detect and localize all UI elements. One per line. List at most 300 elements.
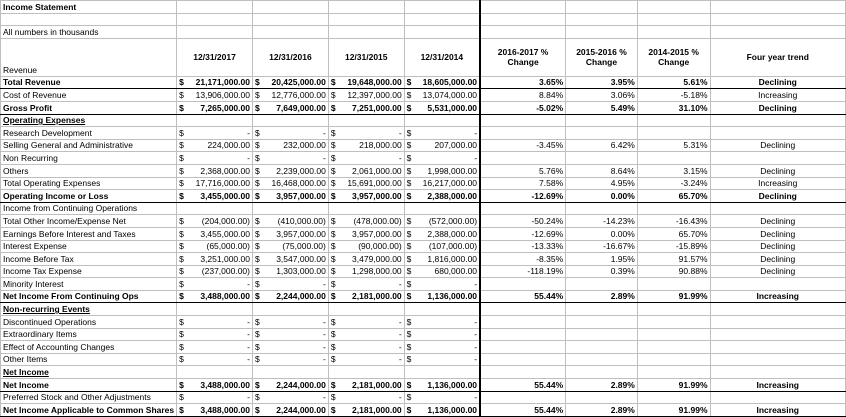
percent-change-cell[interactable] [566,366,638,379]
amount-cell[interactable] [328,190,404,203]
amount-cell[interactable] [328,139,404,152]
row-label[interactable]: Non Recurring [1,152,177,165]
percent-change-cell[interactable] [480,328,566,341]
percent-change-cell[interactable]: 91.57% [637,253,710,266]
amount-cell[interactable] [177,240,253,253]
amount-cell[interactable] [404,303,480,316]
percent-change-cell[interactable]: 8.84% [480,89,566,102]
trend-cell[interactable] [710,127,845,140]
amount-cell[interactable] [252,265,328,278]
amount-cell[interactable] [404,379,480,392]
amount-cell[interactable] [404,366,480,379]
amount-cell[interactable] [328,253,404,266]
amount-cell[interactable] [328,265,404,278]
currency-symbol: $ [330,215,336,226]
amount-cell[interactable] [404,139,480,152]
amount-cell[interactable] [404,404,480,417]
amount-cell[interactable] [252,391,328,404]
trend-cell[interactable]: Increasing [710,177,845,190]
amount-cell[interactable] [177,353,253,366]
trend-cell[interactable] [710,114,845,127]
percent-change-cell[interactable] [480,152,566,165]
trend-cell[interactable] [710,202,845,215]
trend-cell[interactable]: Increasing [710,290,845,303]
row-label[interactable]: Cost of Revenue [1,89,177,102]
percent-change-cell[interactable] [637,366,710,379]
amount-cell[interactable] [252,127,328,140]
amount-cell[interactable] [328,366,404,379]
row-label[interactable]: Net Income From Continuing Ops [1,290,177,303]
amount-cell[interactable] [177,114,253,127]
percent-change-cell[interactable]: -5.18% [637,89,710,102]
trend-cell[interactable] [710,303,845,316]
row-label[interactable]: Non-recurring Events [1,303,177,316]
table-row [1,190,846,203]
percent-change-cell[interactable] [637,316,710,329]
row-label[interactable]: Income Before Tax [1,253,177,266]
amount-cell[interactable] [252,379,328,392]
amount-cell[interactable] [328,391,404,404]
table-row [1,240,846,253]
percent-change-cell[interactable]: 3.15% [637,164,710,177]
amount-cell[interactable] [328,353,404,366]
amount-cell[interactable] [328,240,404,253]
percent-change-cell[interactable]: 3.06% [566,89,638,102]
amount-cell[interactable] [328,290,404,303]
row-label[interactable]: Interest Expense [1,240,177,253]
percent-change-cell[interactable]: -8.35% [480,253,566,266]
amount-cell[interactable] [252,316,328,329]
col-header-change-2014-2015[interactable]: 2014-2015 % Change [637,38,710,76]
percent-change-cell[interactable] [566,152,638,165]
amount-cell[interactable] [404,391,480,404]
percent-change-cell[interactable] [637,127,710,140]
percent-change-cell[interactable]: 90.88% [637,265,710,278]
amount-value: 232,000.00 [283,140,326,151]
percent-change-cell[interactable] [637,303,710,316]
table-row [1,89,846,102]
currency-symbol: $ [254,140,260,151]
currency-symbol: $ [330,379,336,390]
currency-symbol: $ [330,329,336,340]
amount-cell[interactable] [252,164,328,177]
row-label[interactable]: Income Tax Expense [1,265,177,278]
percent-change-cell[interactable]: 55.44% [480,404,566,417]
row-label[interactable]: Preferred Stock and Other Adjustments [1,391,177,404]
percent-change-cell[interactable] [566,114,638,127]
percent-change-cell[interactable]: -13.33% [480,240,566,253]
percent-change-cell[interactable]: -15.89% [637,240,710,253]
units-note[interactable]: All numbers in thousands [1,26,177,39]
amount-cell[interactable] [404,253,480,266]
amount-cell[interactable] [404,290,480,303]
amount-cell[interactable] [252,404,328,417]
amount-cell[interactable] [404,152,480,165]
amount-cell[interactable] [404,76,480,89]
currency-symbol: $ [406,215,412,226]
percent-change-cell[interactable]: 31.10% [637,101,710,114]
percent-change-cell[interactable]: 0.39% [566,265,638,278]
amount-value: 680,000.00 [434,266,478,277]
currency-symbol: $ [254,241,260,252]
percent-change-cell[interactable]: 5.31% [637,139,710,152]
percent-change-cell[interactable]: -50.24% [480,215,566,228]
header-row [1,38,846,76]
trend-cell[interactable]: Declining [710,139,845,152]
percent-change-cell[interactable]: 1.95% [566,253,638,266]
amount-cell[interactable] [252,202,328,215]
col-header-2015[interactable]: 12/31/2015 [328,38,404,76]
percent-change-cell[interactable] [480,202,566,215]
amount-cell[interactable] [177,152,253,165]
row-label[interactable]: Income from Continuing Operations [1,202,177,215]
amount-cell[interactable] [177,164,253,177]
row-label[interactable]: Gross Profit [1,101,177,114]
amount-cell[interactable] [328,316,404,329]
row-label[interactable]: Earnings Before Interest and Taxes [1,227,177,240]
percent-change-cell[interactable]: -16.43% [637,215,710,228]
col-header-trend[interactable]: Four year trend [710,38,845,76]
amount-cell[interactable] [252,76,328,89]
row-label[interactable]: Others [1,164,177,177]
percent-change-cell[interactable] [480,278,566,291]
trend-cell[interactable] [710,278,845,291]
amount-value: - [322,152,326,163]
percent-change-cell[interactable] [480,316,566,329]
percent-change-cell[interactable] [480,127,566,140]
amount-value: 3,488,000.00 [200,291,250,302]
amount-cell[interactable] [252,366,328,379]
amount-cell[interactable] [328,177,404,190]
amount-cell[interactable] [404,316,480,329]
percent-change-cell[interactable]: 0.00% [566,227,638,240]
percent-change-cell[interactable]: 2.89% [566,404,638,417]
percent-change-cell[interactable] [637,114,710,127]
row-label[interactable]: Net Income Applicable to Common Shares [1,404,177,417]
percent-change-cell[interactable] [566,316,638,329]
trend-cell[interactable]: Increasing [710,379,845,392]
amount-cell[interactable] [404,227,480,240]
col-header-change-2015-2016[interactable]: 2015-2016 % Change [566,38,638,76]
amount-cell[interactable] [328,404,404,417]
percent-change-cell[interactable]: -12.69% [480,227,566,240]
amount-cell[interactable] [252,89,328,102]
sheet-title[interactable]: Income Statement [1,1,177,14]
percent-change-cell[interactable]: 55.44% [480,290,566,303]
amount-cell[interactable] [328,127,404,140]
amount-cell[interactable] [177,341,253,354]
row-label[interactable]: Other Items [1,353,177,366]
percent-change-cell[interactable]: 91.99% [637,290,710,303]
percent-change-cell[interactable]: 65.70% [637,227,710,240]
amount-cell[interactable] [252,240,328,253]
amount-cell[interactable] [177,366,253,379]
percent-change-cell[interactable] [480,366,566,379]
percent-change-cell[interactable]: -3.24% [637,177,710,190]
col-header-2014[interactable]: 12/31/2014 [404,38,480,76]
percent-change-cell[interactable]: 3.95% [566,76,638,89]
trend-cell[interactable] [710,366,845,379]
amount-cell[interactable] [328,215,404,228]
amount-cell[interactable] [404,215,480,228]
amount-cell[interactable] [177,101,253,114]
percent-change-cell[interactable]: 91.99% [637,379,710,392]
amount-cell[interactable] [328,89,404,102]
amount-cell[interactable] [177,328,253,341]
amount-cell[interactable] [404,240,480,253]
percent-change-cell[interactable]: 3.65% [480,76,566,89]
amount-value: 1,998,000.00 [427,165,478,176]
percent-change-cell[interactable]: 5.76% [480,164,566,177]
amount-cell[interactable] [252,227,328,240]
trend-cell[interactable]: Declining [710,164,845,177]
amount-cell[interactable] [252,114,328,127]
amount-value: 7,265,000.00 [200,102,250,113]
currency-symbol: $ [254,77,260,88]
trend-cell[interactable]: Declining [710,76,845,89]
amount-cell[interactable] [404,202,480,215]
percent-change-cell[interactable]: 5.49% [566,101,638,114]
currency-symbol: $ [330,266,336,277]
amount-cell[interactable] [177,278,253,291]
amount-cell[interactable] [328,101,404,114]
currency-symbol: $ [179,392,184,403]
percent-change-cell[interactable] [637,152,710,165]
amount-cell[interactable] [177,303,253,316]
amount-value: - [398,341,402,352]
trend-cell[interactable]: Declining [710,253,845,266]
row-label[interactable]: Operating Expenses [1,114,177,127]
row-label[interactable]: Net Income [1,366,177,379]
percent-change-cell[interactable] [637,341,710,354]
percent-change-cell[interactable]: -14.23% [566,215,638,228]
percent-change-cell[interactable] [637,391,710,404]
amount-cell[interactable] [328,152,404,165]
currency-symbol: $ [406,404,412,415]
percent-change-cell[interactable] [480,114,566,127]
amount-cell[interactable] [328,303,404,316]
amount-cell[interactable] [404,89,480,102]
blank-row [1,13,846,26]
amount-cell[interactable] [177,127,253,140]
amount-cell[interactable] [252,215,328,228]
amount-cell[interactable] [177,76,253,89]
percent-change-cell[interactable]: -16.67% [566,240,638,253]
percent-change-cell[interactable]: 0.00% [566,190,638,203]
row-label[interactable]: Extraordinary Items [1,328,177,341]
row-label[interactable]: Effect of Accounting Changes [1,341,177,354]
amount-cell[interactable] [252,353,328,366]
percent-change-cell[interactable]: -3.45% [480,139,566,152]
trend-cell[interactable] [710,391,845,404]
currency-symbol: $ [179,404,184,415]
table-row [1,303,846,316]
percent-change-cell[interactable] [566,328,638,341]
amount-cell[interactable] [404,353,480,366]
trend-cell[interactable] [710,316,845,329]
amount-cell[interactable] [177,177,253,190]
amount-cell[interactable] [252,253,328,266]
trend-cell[interactable]: Declining [710,227,845,240]
amount-cell[interactable] [404,190,480,203]
amount-cell[interactable] [177,227,253,240]
amount-cell[interactable] [177,391,253,404]
percent-change-cell[interactable] [566,353,638,366]
percent-change-cell[interactable]: 7.58% [480,177,566,190]
amount-cell[interactable] [404,328,480,341]
amount-cell[interactable] [177,139,253,152]
trend-cell[interactable] [710,152,845,165]
trend-cell[interactable] [710,328,845,341]
percent-change-cell[interactable] [566,303,638,316]
trend-cell[interactable]: Increasing [710,404,845,417]
currency-symbol: $ [254,102,260,113]
currency-symbol: $ [330,102,336,113]
currency-symbol: $ [254,316,260,327]
row-label[interactable]: Minority Interest [1,278,177,291]
percent-change-cell[interactable]: -118.19% [480,265,566,278]
percent-change-cell[interactable] [566,391,638,404]
amount-cell[interactable] [328,164,404,177]
percent-change-cell[interactable]: 4.95% [566,177,638,190]
amount-cell[interactable] [328,341,404,354]
amount-cell[interactable] [328,202,404,215]
row-label[interactable]: Total Revenue [1,76,177,89]
section-label[interactable]: Revenue [1,38,177,76]
amount-cell[interactable] [177,316,253,329]
amount-value: (410,000.00) [277,215,326,226]
amount-cell[interactable] [404,265,480,278]
trend-cell[interactable] [710,341,845,354]
amount-cell[interactable] [177,190,253,203]
trend-cell[interactable]: Declining [710,190,845,203]
percent-change-cell[interactable]: -12.69% [480,190,566,203]
row-label[interactable]: Total Other Income/Expense Net [1,215,177,228]
amount-cell[interactable] [252,278,328,291]
percent-change-cell[interactable]: 65.70% [637,190,710,203]
amount-value: 15,691,000.00 [347,178,402,189]
row-label[interactable]: Net Income [1,379,177,392]
row-label[interactable]: Operating Income or Loss [1,190,177,203]
amount-cell[interactable] [252,190,328,203]
amount-cell[interactable] [252,328,328,341]
amount-value: - [322,341,326,352]
amount-cell[interactable] [252,290,328,303]
amount-cell[interactable] [328,328,404,341]
currency-symbol: $ [254,266,260,277]
amount-cell[interactable] [328,227,404,240]
amount-cell[interactable] [404,164,480,177]
amount-cell[interactable] [404,278,480,291]
amount-cell[interactable] [328,76,404,89]
percent-change-cell[interactable]: 2.89% [566,379,638,392]
currency-symbol: $ [179,77,184,88]
amount-cell[interactable] [328,379,404,392]
percent-change-cell[interactable]: -5.02% [480,101,566,114]
amount-cell[interactable] [252,177,328,190]
percent-change-cell[interactable] [480,391,566,404]
trend-cell[interactable] [710,353,845,366]
percent-change-cell[interactable]: 8.64% [566,164,638,177]
amount-cell[interactable] [252,303,328,316]
amount-cell[interactable] [404,127,480,140]
col-header-change-2016-2017[interactable]: 2016-2017 % Change [480,38,566,76]
amount-value: 1,298,000.00 [352,266,402,277]
percent-change-cell[interactable]: 6.42% [566,139,638,152]
amount-value: 218,000.00 [359,140,402,151]
amount-value: - [474,329,478,340]
percent-change-cell[interactable] [480,353,566,366]
percent-change-cell[interactable] [566,341,638,354]
amount-cell[interactable] [328,278,404,291]
percent-change-cell[interactable] [480,341,566,354]
percent-change-cell[interactable] [637,328,710,341]
amount-cell[interactable] [177,89,253,102]
percent-change-cell[interactable] [637,353,710,366]
percent-change-cell[interactable] [566,127,638,140]
amount-cell[interactable] [404,101,480,114]
trend-cell[interactable]: Declining [710,215,845,228]
amount-value: 2,239,000.00 [276,165,326,176]
amount-cell[interactable] [177,215,253,228]
percent-change-cell[interactable] [566,202,638,215]
trend-cell[interactable]: Declining [710,265,845,278]
percent-change-cell[interactable] [566,278,638,291]
amount-cell[interactable] [252,101,328,114]
amount-cell[interactable] [252,139,328,152]
percent-change-cell[interactable]: 55.44% [480,379,566,392]
percent-change-cell[interactable]: 2.89% [566,290,638,303]
row-label[interactable]: Discontinued Operations [1,316,177,329]
amount-cell[interactable] [404,177,480,190]
row-label[interactable]: Research Development [1,127,177,140]
trend-cell[interactable]: Declining [710,240,845,253]
amount-cell[interactable] [177,265,253,278]
percent-change-cell[interactable] [637,278,710,291]
amount-cell[interactable] [177,379,253,392]
percent-change-cell[interactable] [480,303,566,316]
currency-symbol: $ [179,190,184,201]
currency-symbol: $ [406,102,412,113]
col-header-2017[interactable]: 12/31/2017 [177,38,253,76]
percent-change-cell[interactable]: 91.99% [637,404,710,417]
row-label[interactable]: Selling General and Administrative [1,139,177,152]
amount-cell[interactable] [404,341,480,354]
amount-cell[interactable] [177,404,253,417]
table-row [1,404,846,417]
amount-cell[interactable] [252,152,328,165]
table-row [1,265,846,278]
percent-change-cell[interactable]: 5.61% [637,76,710,89]
amount-value: 2,388,000.00 [427,228,478,239]
trend-cell[interactable]: Declining [710,101,845,114]
amount-cell[interactable] [177,253,253,266]
amount-cell[interactable] [177,290,253,303]
currency-symbol: $ [179,266,184,277]
row-label[interactable]: Total Operating Expenses [1,177,177,190]
amount-cell[interactable] [177,202,253,215]
amount-value: (572,000.00) [428,215,478,226]
trend-cell[interactable]: Increasing [710,89,845,102]
amount-cell[interactable] [328,114,404,127]
amount-value: - [247,278,250,289]
currency-symbol: $ [179,140,184,151]
col-header-2016[interactable]: 12/31/2016 [252,38,328,76]
percent-change-cell[interactable] [637,202,710,215]
amount-cell[interactable] [252,341,328,354]
currency-symbol: $ [179,152,184,163]
amount-cell[interactable] [404,114,480,127]
